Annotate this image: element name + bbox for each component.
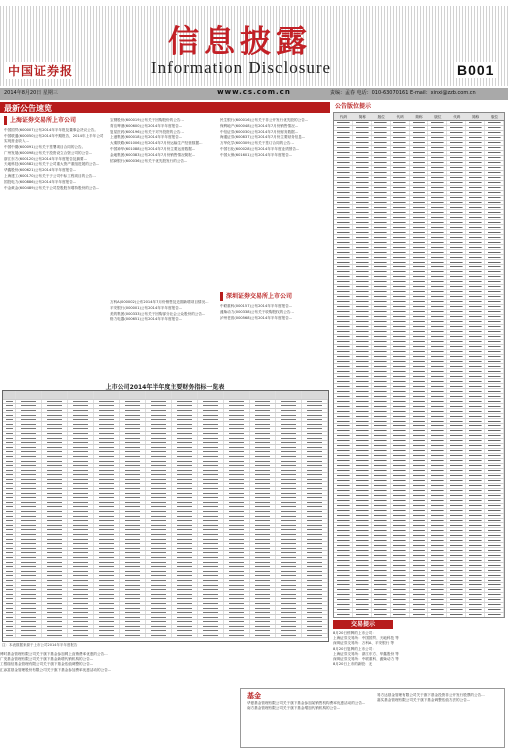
index-column-header: 简称 xyxy=(472,115,480,119)
index-title: 公告版位提示 xyxy=(335,103,372,110)
table-row xyxy=(3,633,328,638)
masthead xyxy=(0,0,508,96)
newspaper-logo: 中国证券报 xyxy=(8,64,74,78)
dateline-bar xyxy=(0,88,508,100)
table-title: 上市公司2014年半年度主要财务指标一览表 xyxy=(105,384,225,391)
website-link[interactable]: www.cs.com.cn xyxy=(217,88,291,96)
page-title-cn: 信息披露 xyxy=(168,24,312,60)
sz-news-col-1: 万科A(000002)公布2014年7月份销售及近期新增项目情况... 平安银行(000001)公布2014年半年度报告... 美的集团(000333)公布关于回购部分社会公众股份的公告... 格力电器(000651)公布2014年半年度报告... xyxy=(110,300,209,322)
fund-notices-left: 博时基金管理有限公司关于旗下基金参加网上直销费率优惠的公告... 广发基金管理有限公司关于旗下基金新增代销机构的公告... 工银瑞信基金管理有限公司关于旗下基金估值调整的公告... 汇添富基金管理股份有限公司关于旗下基金参加费率优惠活动的公告... xyxy=(0,652,112,672)
index-column-header: 简称 xyxy=(358,115,366,119)
page-number: B001 xyxy=(457,62,495,78)
index-row xyxy=(334,613,504,618)
index-column-header: 版位 xyxy=(434,115,442,119)
index-column-header: 代码 xyxy=(396,115,404,119)
sh-news-col-2: 宝钢股份(600019)公布关于回购股份的公告... 青岛啤酒(600600)公布2014年半年度报告... 复星医药(600196)公布关于对外投资的公告... 上港集团(600018)公布2014年半年度报告... 大秦铁路(601006)公布2014年7月份运输生产经营数据... 中国神华(601088)公布2014年7月份主要运营数据... 金地集团(600383)公布2014年7月份销售情况简报... 招商银行(600036)公布关于优先股发行的公告... xyxy=(110,118,203,163)
table-note: 注：本表数据来源于上市公司2014年半年度报告 xyxy=(2,643,78,647)
issue-date: 2014年8月20日 星期三 xyxy=(4,90,58,96)
section-title: 最新公告速览 xyxy=(0,102,330,113)
index-column-header: 简称 xyxy=(415,115,423,119)
index-column-header: 版位 xyxy=(377,115,385,119)
index-column-header: 代码 xyxy=(453,115,461,119)
trade-tips-title: 交易提示 xyxy=(333,620,393,629)
financial-table xyxy=(2,390,329,642)
page-title-en: Information Disclosure xyxy=(150,58,332,77)
fund-col-1: 华夏基金管理有限公司关于旗下基金参加某销售机构费率优惠活动的公告... 南方基金管理有限公司关于旗下基金增加代销机构的公告... xyxy=(247,701,366,711)
sh-exchange-title: 上海证券交易所上市公司 xyxy=(4,116,124,125)
sz-exchange-title: 深圳证券交易所上市公司 xyxy=(220,292,328,301)
index-header-row xyxy=(334,113,504,121)
announcement-index-grid xyxy=(333,112,505,618)
editor-contact: 责编：孟春 电话：010-63070161 E-mail：xinxi@zzb.com.cn xyxy=(330,90,476,96)
trade-tips-body: 8月20日停牌的上市公司： 上海证券交易所：中国国贸、天地科技 等 深圳证券交易所：万科A、平安银行 等 8月20日复牌的上市公司： 上海证券交易所：浙江东方、华鑫股份 等 深圳证券交易所：中联重科、潍柴动力 等 8月20日上市的新股：无 xyxy=(333,631,399,667)
fund-box xyxy=(240,688,505,748)
fund-title: 基金 xyxy=(247,692,261,700)
table-header-row xyxy=(3,391,328,399)
index-column-header: 代码 xyxy=(339,115,348,119)
sh-news-col-1: 中国国贸(600007)公布2014年半年报及董事会决议公告。 中国联通(600050)公布2014年中期报告，2014年上半年公司实现营业收入... 中国中期(600091)公布关于签署项目合同的公告。 广州发展(600098)公布关于投资设立合资公司的公告... 浙江东方(600120)公布2014年半年度报告及摘要... 天地科技(600582)公布关于公司重大资产重组进展的公告... 华鑫股份(600621)公布2014年半年度报告... 上海建工(600170)公布关于子公司中标工程项目的公告... 国投电力(600886)公布2014年半年度报告... 中金黄金(600489)公布关于公司控股股东增持股份的公告... xyxy=(4,128,104,190)
fund-col-2: 易方达基金管理有限公司关于旗下基金投资非公开发行股票的公告... 嘉实基金管理有限公司关于旗下基金调整估值方法的公告... xyxy=(377,693,485,703)
sz-news-col-2: 中联重科(000157)公布2014年半年度报告... 潍柴动力(000338)公布关于收购股权的公告... 泸州老窖(000568)公布2014年半年度报告... xyxy=(220,304,294,320)
index-column-header: 版位 xyxy=(490,115,499,119)
sh-news-col-3: 民生银行(600016)公布关于非公开发行优先股的公告... 保利地产(600048)公布2014年7月份销售情况... 中信证券(600030)公布2014年7月份财务数据... 海通证券(600837)公布2014年7月份主要财务信息... 万华化学(600309)公布关于签订合同的公告... 中国石化(600028)公布2014年半年度业绩预告... 中国太保(601601)公布2014年半年度报告... xyxy=(220,118,309,157)
